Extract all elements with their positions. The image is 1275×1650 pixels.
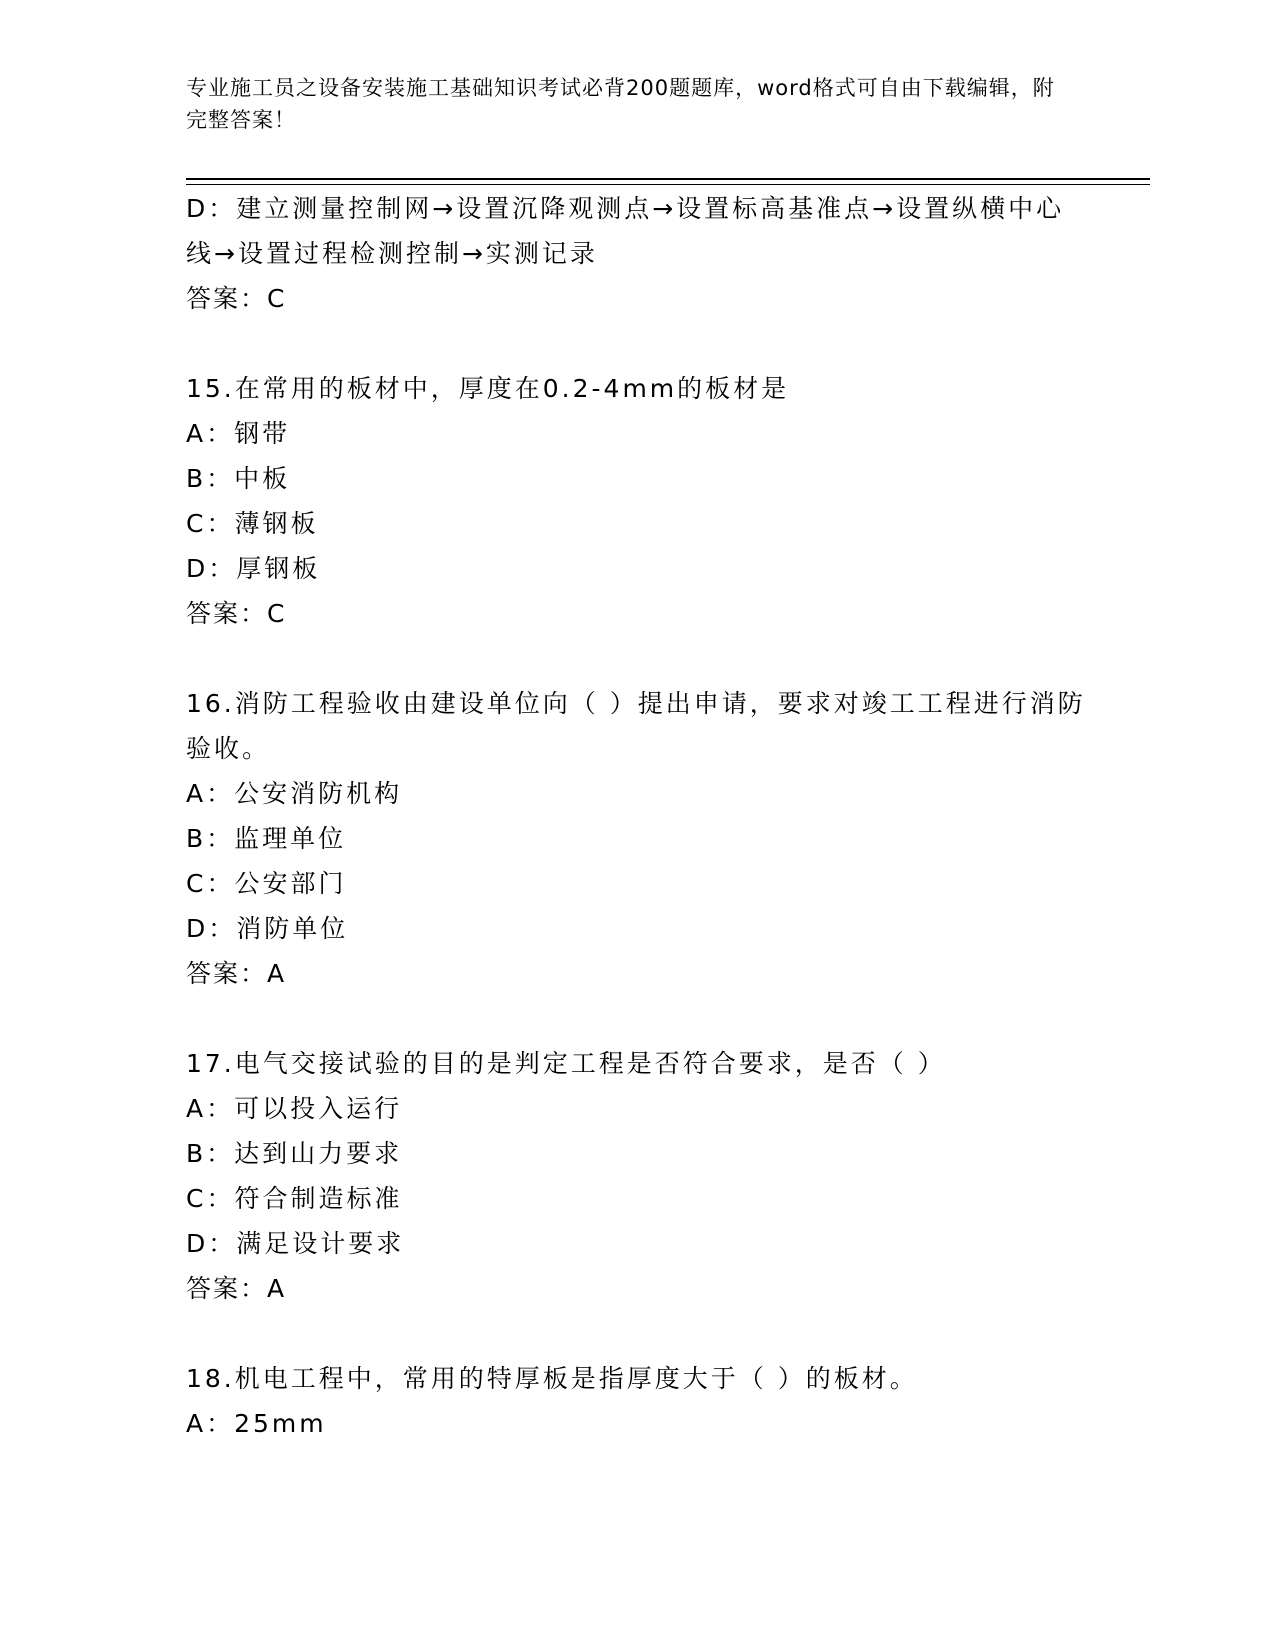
question-stem: 18.机电工程中，常用的特厚板是指厚度大于（ ）的板材。 [186,1364,918,1393]
option-b: B：达到山力要求 [186,1139,403,1168]
header-divider-thick [186,178,1150,180]
answer-line: 答案：A [186,1274,287,1303]
option-d: D：消防单位 [186,914,349,943]
spacer [186,1311,1086,1356]
option-a: A：可以投入运行 [186,1094,403,1123]
question-18 [186,1356,1086,1446]
question-14-continuation [186,186,1086,321]
option-c: C：公安部门 [186,869,347,898]
option-d: D：建立测量控制网→设置沉降观测点→设置标高基准点→设置纵横中心线→设置过程检测控制→实测记录 [186,194,1065,268]
question-15 [186,366,1086,636]
option-b: B：监理单位 [186,824,347,853]
option-a: A：公安消防机构 [186,779,403,808]
spacer [186,321,1086,366]
option-d: D：厚钢板 [186,554,321,583]
spacer [186,636,1086,681]
option-c: C：薄钢板 [186,509,319,538]
document-header: 专业施工员之设备安装施工基础知识考试必背200题题库，word格式可自由下载编辑，附完整答案！ [186,76,1055,132]
option-a: A：钢带 [186,419,291,448]
question-17 [186,1041,1086,1311]
question-16 [186,681,1086,996]
option-b: B：中板 [186,464,291,493]
answer-line: 答案：C [186,599,287,628]
answer-line: 答案：A [186,959,287,988]
question-stem: 16.消防工程验收由建设单位向（ ）提出申请，要求对竣工工程进行消防验收。 [186,689,1086,763]
answer-line: 答案：C [186,284,287,313]
question-stem: 15.在常用的板材中，厚度在0.2-4mm的板材是 [186,374,790,403]
spacer [186,996,1086,1041]
header-divider-thin [186,184,1150,185]
option-c: C：符合制造标准 [186,1184,403,1213]
option-a: A：25mm [186,1409,327,1438]
option-d: D：满足设计要求 [186,1229,405,1258]
question-stem: 17.电气交接试验的目的是判定工程是否符合要求，是否（ ） [186,1049,946,1078]
document-content [186,186,1086,1446]
